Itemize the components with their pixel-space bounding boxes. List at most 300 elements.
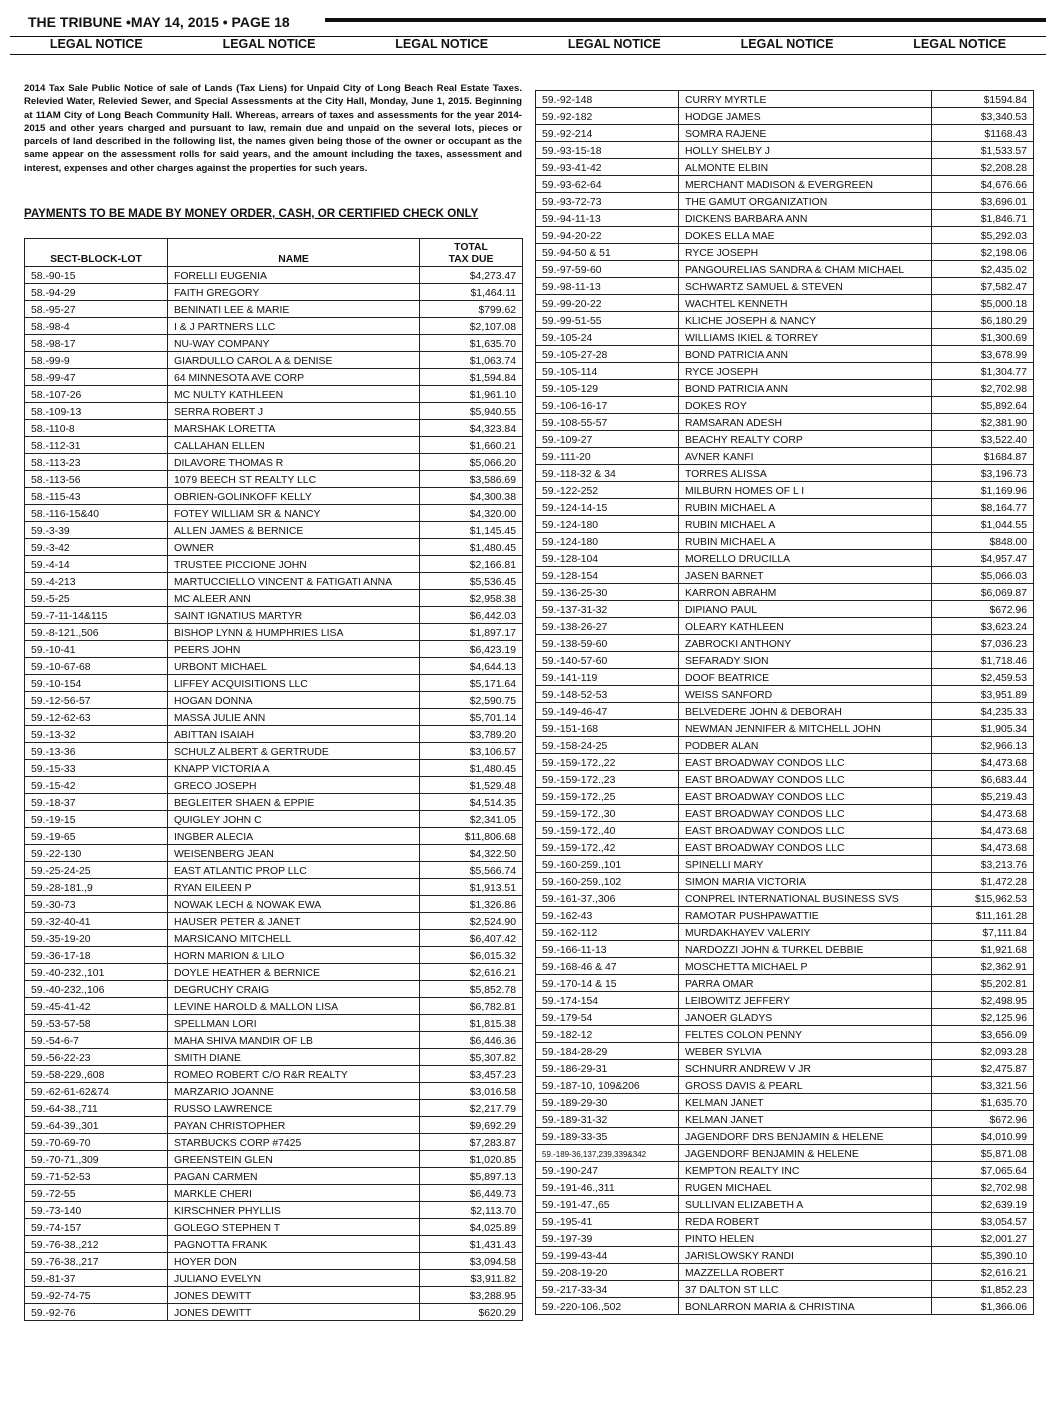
tax-due-cell: $8,164.77 xyxy=(932,499,1034,516)
table-row xyxy=(25,437,523,454)
tax-due-cell: $1,635.70 xyxy=(932,1094,1034,1111)
table-row xyxy=(536,975,1034,992)
tax-due-cell: $5,536.45 xyxy=(420,573,523,590)
sect-block-lot-cell: 59.-160-259.,102 xyxy=(536,873,679,890)
owner-name-cell: SULLIVAN ELIZABETH A xyxy=(679,1196,932,1213)
sect-block-lot-cell: 59.-94-11-13 xyxy=(536,210,679,227)
table-row xyxy=(536,1128,1034,1145)
tax-due-cell: $2,966.13 xyxy=(932,737,1034,754)
sect-block-lot-cell: 59.-99-51-55 xyxy=(536,312,679,329)
owner-name-cell: 37 DALTON ST LLC xyxy=(679,1281,932,1298)
tax-due-cell: $1,594.84 xyxy=(420,369,523,386)
sect-block-lot-cell: 59.-70-71.,309 xyxy=(25,1151,168,1168)
sect-block-lot-cell: 59.-105-129 xyxy=(536,380,679,397)
sect-block-lot-cell: 58.-98-17 xyxy=(25,335,168,352)
table-row xyxy=(25,1253,523,1270)
owner-name-cell: BOND PATRICIA ANN xyxy=(679,346,932,363)
tax-due-cell: $3,678.99 xyxy=(932,346,1034,363)
tax-due-cell: $3,522.40 xyxy=(932,431,1034,448)
header-name: NAME xyxy=(168,239,420,267)
table-row xyxy=(536,856,1034,873)
tax-due-cell: $3,623.24 xyxy=(932,618,1034,635)
table-row xyxy=(25,471,523,488)
table-row xyxy=(536,754,1034,771)
sect-block-lot-cell: 59.-19-15 xyxy=(25,811,168,828)
sect-block-lot-cell: 59.-64-38.,711 xyxy=(25,1100,168,1117)
sect-block-lot-cell: 59.-136-25-30 xyxy=(536,584,679,601)
tax-due-cell: $3,106.57 xyxy=(420,743,523,760)
sect-block-lot-cell: 59.-4-213 xyxy=(25,573,168,590)
header-sect-block-lot: SECT-BLOCK-LOT xyxy=(25,239,168,267)
table-row xyxy=(25,386,523,403)
tax-due-cell: $5,871.08 xyxy=(932,1145,1034,1162)
table-row xyxy=(536,329,1034,346)
table-row xyxy=(25,420,523,437)
tax-due-cell: $5,897.13 xyxy=(420,1168,523,1185)
table-row xyxy=(25,556,523,573)
legal-notice-label: LEGAL NOTICE xyxy=(740,37,834,51)
owner-name-cell: NOWAK LECH & NOWAK EWA xyxy=(168,896,420,913)
tax-due-cell: $5,066.20 xyxy=(420,454,523,471)
owner-name-cell: MARSHAK LORETTA xyxy=(168,420,420,437)
owner-name-cell: RYCE JOSEPH xyxy=(679,244,932,261)
owner-name-cell: PAGAN CARMEN xyxy=(168,1168,420,1185)
tax-due-cell: $2,107.08 xyxy=(420,318,523,335)
sect-block-lot-cell: 59.-94-20-22 xyxy=(536,227,679,244)
tax-due-cell: $4,322.50 xyxy=(420,845,523,862)
sect-block-lot-cell: 59.-45-41-42 xyxy=(25,998,168,1015)
table-row xyxy=(25,709,523,726)
table-row xyxy=(25,1236,523,1253)
owner-name-cell: GIARDULLO CAROL A & DENISE xyxy=(168,352,420,369)
table-row xyxy=(25,1117,523,1134)
sect-block-lot-cell: 58.-109-13 xyxy=(25,403,168,420)
tax-due-cell: $1,044.55 xyxy=(932,516,1034,533)
sect-block-lot-cell: 59.-160-259.,101 xyxy=(536,856,679,873)
tax-due-cell: $5,202.81 xyxy=(932,975,1034,992)
table-row xyxy=(536,193,1034,210)
table-row xyxy=(536,108,1034,125)
tax-due-cell: $2,208.28 xyxy=(932,159,1034,176)
header-total: TOTAL xyxy=(454,242,488,253)
table-row xyxy=(536,1009,1034,1026)
owner-name-cell: PODBER ALAN xyxy=(679,737,932,754)
owner-name-cell: BEGLEITER SHAEN & EPPIE xyxy=(168,794,420,811)
owner-name-cell: MARTUCCIELLO VINCENT & FATIGATI ANNA xyxy=(168,573,420,590)
table-row xyxy=(25,522,523,539)
owner-name-cell: KELMAN JANET xyxy=(679,1094,932,1111)
table-row xyxy=(536,516,1034,533)
sect-block-lot-cell: 59.-53-57-58 xyxy=(25,1015,168,1032)
table-row xyxy=(25,641,523,658)
table-row xyxy=(536,244,1034,261)
sect-block-lot-cell: 59.-189-29-30 xyxy=(536,1094,679,1111)
sect-block-lot-cell: 59.-13-36 xyxy=(25,743,168,760)
owner-name-cell: DOKES ROY xyxy=(679,397,932,414)
owner-name-cell: PAYAN CHRISTOPHER xyxy=(168,1117,420,1134)
owner-name-cell: RAMSARAN ADESH xyxy=(679,414,932,431)
owner-name-cell: SPINELLI MARY xyxy=(679,856,932,873)
table-row xyxy=(25,794,523,811)
sect-block-lot-cell: 59.-191-47.,65 xyxy=(536,1196,679,1213)
tax-due-cell: $2,702.98 xyxy=(932,1179,1034,1196)
owner-name-cell: TRUSTEE PICCIONE JOHN xyxy=(168,556,420,573)
sect-block-lot-cell: 59.-174-154 xyxy=(536,992,679,1009)
tax-due-cell: $4,644.13 xyxy=(420,658,523,675)
sect-block-lot-cell: 59.-148-52-53 xyxy=(536,686,679,703)
sect-block-lot-cell: 59.-32-40-41 xyxy=(25,913,168,930)
tax-due-cell: $2,362.91 xyxy=(932,958,1034,975)
owner-name-cell: PAGNOTTA FRANK xyxy=(168,1236,420,1253)
table-row xyxy=(25,488,523,505)
table-row xyxy=(25,335,523,352)
sect-block-lot-cell: 59.-58-229.,608 xyxy=(25,1066,168,1083)
owner-name-cell: OLEARY KATHLEEN xyxy=(679,618,932,635)
owner-name-cell: RUBIN MICHAEL A xyxy=(679,499,932,516)
tax-due-cell: $1,846.71 xyxy=(932,210,1034,227)
sect-block-lot-cell: 59.-189-33-35 xyxy=(536,1128,679,1145)
owner-name-cell: EAST BROADWAY CONDOS LLC xyxy=(679,839,932,856)
table-row xyxy=(536,499,1034,516)
tax-due-cell: $3,656.09 xyxy=(932,1026,1034,1043)
table-row xyxy=(536,465,1034,482)
tax-due-cell: $1,905.34 xyxy=(932,720,1034,737)
owner-name-cell: RUSSO LAWRENCE xyxy=(168,1100,420,1117)
sect-block-lot-cell: 59.-190-247 xyxy=(536,1162,679,1179)
sect-block-lot-cell: 59.-141-119 xyxy=(536,669,679,686)
owner-name-cell: SERRA ROBERT J xyxy=(168,403,420,420)
table-row xyxy=(536,125,1034,142)
sect-block-lot-cell: 59.-10-154 xyxy=(25,675,168,692)
table-row xyxy=(536,550,1034,567)
owner-name-cell: BENINATI LEE & MARIE xyxy=(168,301,420,318)
owner-name-cell: KLICHE JOSEPH & NANCY xyxy=(679,312,932,329)
owner-name-cell: SIMON MARIA VICTORIA xyxy=(679,873,932,890)
owner-name-cell: MOSCHETTA MICHAEL P xyxy=(679,958,932,975)
sect-block-lot-cell: 59.-64-39.,301 xyxy=(25,1117,168,1134)
owner-name-cell: SCHWARTZ SAMUEL & STEVEN xyxy=(679,278,932,295)
sect-block-lot-cell: 58.-115-43 xyxy=(25,488,168,505)
owner-name-cell: MAHA SHIVA MANDIR OF LB xyxy=(168,1032,420,1049)
tax-due-cell: $1,897.17 xyxy=(420,624,523,641)
legal-notice-bar xyxy=(10,37,1046,55)
tax-due-cell: $1594.84 xyxy=(932,91,1034,108)
tax-due-cell: $3,951.89 xyxy=(932,686,1034,703)
tax-due-cell: $620.29 xyxy=(420,1304,523,1321)
table-row xyxy=(536,448,1034,465)
tax-due-cell: $2,702.98 xyxy=(932,380,1034,397)
sect-block-lot-cell: 59.-182-12 xyxy=(536,1026,679,1043)
sect-block-lot-cell: 58.-99-47 xyxy=(25,369,168,386)
sect-block-lot-cell: 59.-5-25 xyxy=(25,590,168,607)
tax-due-cell: $1,815.38 xyxy=(420,1015,523,1032)
tax-due-cell: $1,913.51 xyxy=(420,879,523,896)
owner-name-cell: THE GAMUT ORGANIZATION xyxy=(679,193,932,210)
tax-due-cell: $5,390.10 xyxy=(932,1247,1034,1264)
table-row xyxy=(25,981,523,998)
owner-name-cell: DOOF BEATRICE xyxy=(679,669,932,686)
owner-name-cell: JARISLOWSKY RANDI xyxy=(679,1247,932,1264)
owner-name-cell: HOYER DON xyxy=(168,1253,420,1270)
table-row xyxy=(536,788,1034,805)
table-row xyxy=(25,1202,523,1219)
table-row xyxy=(25,369,523,386)
tax-due-cell: $3,196.73 xyxy=(932,465,1034,482)
sect-block-lot-cell: 59.-149-46-47 xyxy=(536,703,679,720)
table-row xyxy=(25,301,523,318)
tax-due-cell: $1,304.77 xyxy=(932,363,1034,380)
owner-name-cell: FOTEY WILLIAM SR & NANCY xyxy=(168,505,420,522)
table-row xyxy=(536,346,1034,363)
table-row xyxy=(25,879,523,896)
sect-block-lot-cell: 59.-195-41 xyxy=(536,1213,679,1230)
tax-due-cell: $4,676.66 xyxy=(932,176,1034,193)
sect-block-lot-cell: 59.-92-182 xyxy=(536,108,679,125)
owner-name-cell: KIRSCHNER PHYLLIS xyxy=(168,1202,420,1219)
owner-name-cell: PANGOURELIAS SANDRA & CHAM MICHAEL xyxy=(679,261,932,278)
tax-due-cell: $1,480.45 xyxy=(420,760,523,777)
sect-block-lot-cell: 59.-189-31-32 xyxy=(536,1111,679,1128)
owner-name-cell: GRECO JOSEPH xyxy=(168,777,420,794)
tax-due-cell: $6,683.44 xyxy=(932,771,1034,788)
tax-due-cell: $4,300.38 xyxy=(420,488,523,505)
table-row xyxy=(536,737,1034,754)
owner-name-cell: JAGENDORF DRS BENJAMIN & HELENE xyxy=(679,1128,932,1145)
sect-block-lot-cell: 59.-122-252 xyxy=(536,482,679,499)
owner-name-cell: BEACHY REALTY CORP xyxy=(679,431,932,448)
table-row xyxy=(536,924,1034,941)
owner-name-cell: REDA ROBERT xyxy=(679,1213,932,1230)
owner-name-cell: DOKES ELLA MAE xyxy=(679,227,932,244)
sect-block-lot-cell: 59.-161-37.,306 xyxy=(536,890,679,907)
tax-due-cell: $5,292.03 xyxy=(932,227,1034,244)
sect-block-lot-cell: 59.-99-20-22 xyxy=(536,295,679,312)
tax-due-cell: $6,442.03 xyxy=(420,607,523,624)
table-row xyxy=(536,91,1034,108)
owner-name-cell: OWNER xyxy=(168,539,420,556)
owner-name-cell: WEISENBERG JEAN xyxy=(168,845,420,862)
owner-name-cell: SEFARADY SION xyxy=(679,652,932,669)
table-row xyxy=(536,1162,1034,1179)
tax-due-cell: $6,449.73 xyxy=(420,1185,523,1202)
owner-name-cell: EAST ATLANTIC PROP LLC xyxy=(168,862,420,879)
sect-block-lot-cell: 59.-140-57-60 xyxy=(536,652,679,669)
sect-block-lot-cell: 59.-137-31-32 xyxy=(536,601,679,618)
table-row xyxy=(25,947,523,964)
sect-block-lot-cell: 59.-15-33 xyxy=(25,760,168,777)
table-row xyxy=(25,998,523,1015)
tax-due-cell: $1,326.86 xyxy=(420,896,523,913)
sect-block-lot-cell: 59.-70-69-70 xyxy=(25,1134,168,1151)
owner-name-cell: HODGE JAMES xyxy=(679,108,932,125)
owner-name-cell: ABITTAN ISAIAH xyxy=(168,726,420,743)
tax-due-cell: $3,789.20 xyxy=(420,726,523,743)
owner-name-cell: BELVEDERE JOHN & DEBORAH xyxy=(679,703,932,720)
table-row xyxy=(536,652,1034,669)
owner-name-cell: AVNER KANFI xyxy=(679,448,932,465)
tax-due-cell: $5,852.78 xyxy=(420,981,523,998)
owner-name-cell: DEGRUCHY CRAIG xyxy=(168,981,420,998)
sect-block-lot-cell: 59.-35-19-20 xyxy=(25,930,168,947)
owner-name-cell: MERCHANT MADISON & EVERGREEN xyxy=(679,176,932,193)
table-row xyxy=(536,822,1034,839)
owner-name-cell: SMITH DIANE xyxy=(168,1049,420,1066)
sect-block-lot-cell: 59.-62-61-62&74 xyxy=(25,1083,168,1100)
tax-due-cell: $1,852.23 xyxy=(932,1281,1034,1298)
table-row xyxy=(25,845,523,862)
owner-name-cell: LEVINE HAROLD & MALLON LISA xyxy=(168,998,420,1015)
owner-name-cell: INGBER ALECIA xyxy=(168,828,420,845)
tax-due-cell: $1,020.85 xyxy=(420,1151,523,1168)
tax-due-cell: $3,321.56 xyxy=(932,1077,1034,1094)
table-row xyxy=(536,584,1034,601)
sect-block-lot-cell: 59.-220-106.,502 xyxy=(536,1298,679,1315)
sect-block-lot-cell: 59.-93-15-18 xyxy=(536,142,679,159)
tax-due-cell: $2,639.19 xyxy=(932,1196,1034,1213)
tax-lien-table-left xyxy=(24,238,523,1321)
owner-name-cell: MARKLE CHERI xyxy=(168,1185,420,1202)
tax-due-cell: $1,718.46 xyxy=(932,652,1034,669)
sect-block-lot-cell: 59.-111-20 xyxy=(536,448,679,465)
sect-block-lot-cell: 59.-93-62-64 xyxy=(536,176,679,193)
sect-block-lot-cell: 59.-166-11-13 xyxy=(536,941,679,958)
tax-due-cell: $6,069.87 xyxy=(932,584,1034,601)
table-row xyxy=(536,227,1034,244)
owner-name-cell: MARSICANO MITCHELL xyxy=(168,930,420,947)
tax-due-cell: $1,431.43 xyxy=(420,1236,523,1253)
sect-block-lot-cell: 59.-12-62-63 xyxy=(25,709,168,726)
tax-due-cell: $6,180.29 xyxy=(932,312,1034,329)
table-row xyxy=(536,635,1034,652)
owner-name-cell: MURDAKHAYEV VALERIY xyxy=(679,924,932,941)
table-header-row xyxy=(25,239,523,267)
tax-due-cell: $3,288.95 xyxy=(420,1287,523,1304)
table-row xyxy=(536,601,1034,618)
tax-due-cell: $2,166.81 xyxy=(420,556,523,573)
sect-block-lot-cell: 59.-13-32 xyxy=(25,726,168,743)
tax-due-cell: $5,307.82 xyxy=(420,1049,523,1066)
sect-block-lot-cell: 59.-92-74-75 xyxy=(25,1287,168,1304)
table-row xyxy=(536,1094,1034,1111)
owner-name-cell: FORELLI EUGENIA xyxy=(168,267,420,284)
owner-name-cell: WEISS SANFORD xyxy=(679,686,932,703)
tax-due-cell: $5,566.74 xyxy=(420,862,523,879)
tax-lien-table-right xyxy=(535,90,1034,1315)
tax-due-cell: $4,957.47 xyxy=(932,550,1034,567)
table-row xyxy=(25,1083,523,1100)
sect-block-lot-cell: 58.-99-9 xyxy=(25,352,168,369)
table-row xyxy=(25,267,523,284)
sect-block-lot-cell: 59.-105-114 xyxy=(536,363,679,380)
owner-name-cell: EAST BROADWAY CONDOS LLC xyxy=(679,788,932,805)
owner-name-cell: GOLEGO STEPHEN T xyxy=(168,1219,420,1236)
sect-block-lot-cell: 59.-189-36,137,239,339&342 xyxy=(536,1145,679,1162)
table-row xyxy=(536,958,1034,975)
tax-due-cell: $2,616.21 xyxy=(420,964,523,981)
table-row xyxy=(536,1264,1034,1281)
tax-due-cell: $2,958.38 xyxy=(420,590,523,607)
owner-name-cell: JAGENDORF BENJAMIN & HELENE xyxy=(679,1145,932,1162)
owner-name-cell: FAITH GREGORY xyxy=(168,284,420,301)
tax-due-cell: $2,459.53 xyxy=(932,669,1034,686)
owner-name-cell: PINTO HELEN xyxy=(679,1230,932,1247)
tax-due-cell: $6,782.81 xyxy=(420,998,523,1015)
owner-name-cell: DIPIANO PAUL xyxy=(679,601,932,618)
sect-block-lot-cell: 59.-124-180 xyxy=(536,516,679,533)
table-row xyxy=(536,431,1034,448)
owner-name-cell: ALLEN JAMES & BERNICE xyxy=(168,522,420,539)
table-row xyxy=(536,890,1034,907)
table-row xyxy=(25,896,523,913)
owner-name-cell: BOND PATRICIA ANN xyxy=(679,380,932,397)
sect-block-lot-cell: 58.-98-4 xyxy=(25,318,168,335)
tax-due-cell: $2,475.87 xyxy=(932,1060,1034,1077)
tax-due-cell: $7,065.64 xyxy=(932,1162,1034,1179)
owner-name-cell: KNAPP VICTORIA A xyxy=(168,760,420,777)
sect-block-lot-cell: 59.-170-14 & 15 xyxy=(536,975,679,992)
owner-name-cell: FELTES COLON PENNY xyxy=(679,1026,932,1043)
table-row xyxy=(25,777,523,794)
table-row xyxy=(25,590,523,607)
sect-block-lot-cell: 59.-54-6-7 xyxy=(25,1032,168,1049)
owner-name-cell: WEBER SYLVIA xyxy=(679,1043,932,1060)
tax-due-cell: $4,473.68 xyxy=(932,754,1034,771)
table-row xyxy=(536,1043,1034,1060)
tax-due-cell: $2,125.96 xyxy=(932,1009,1034,1026)
sect-block-lot-cell: 59.-8-121.,506 xyxy=(25,624,168,641)
owner-name-cell: HORN MARION & LILO xyxy=(168,947,420,964)
sect-block-lot-cell: 59.-74-157 xyxy=(25,1219,168,1236)
sect-block-lot-cell: 59.-124-14-15 xyxy=(536,499,679,516)
owner-name-cell: EAST BROADWAY CONDOS LLC xyxy=(679,805,932,822)
owner-name-cell: ALMONTE ELBIN xyxy=(679,159,932,176)
sect-block-lot-cell: 58.-95-27 xyxy=(25,301,168,318)
owner-name-cell: NARDOZZI JOHN & TURKEL DEBBIE xyxy=(679,941,932,958)
table-row xyxy=(536,686,1034,703)
sect-block-lot-cell: 59.-3-42 xyxy=(25,539,168,556)
owner-name-cell: I & J PARTNERS LLC xyxy=(168,318,420,335)
sect-block-lot-cell: 59.-36-17-18 xyxy=(25,947,168,964)
owner-name-cell: JULIANO EVELYN xyxy=(168,1270,420,1287)
sect-block-lot-cell: 59.-108-55-57 xyxy=(536,414,679,431)
tax-due-cell: $5,701.14 xyxy=(420,709,523,726)
owner-name-cell: RUGEN MICHAEL xyxy=(679,1179,932,1196)
tax-due-cell: $7,111.84 xyxy=(932,924,1034,941)
tax-due-cell: $1,366.06 xyxy=(932,1298,1034,1315)
tax-due-cell: $9,692.29 xyxy=(420,1117,523,1134)
sect-block-lot-cell: 59.-94-50 & 51 xyxy=(536,244,679,261)
table-row xyxy=(25,658,523,675)
sect-block-lot-cell: 59.-7-11-14&115 xyxy=(25,607,168,624)
sect-block-lot-cell: 59.-106-16-17 xyxy=(536,397,679,414)
table-row xyxy=(25,1100,523,1117)
table-row xyxy=(536,482,1034,499)
notice-bar-bottom-rule xyxy=(10,54,1046,55)
sect-block-lot-cell: 59.-76-38.,217 xyxy=(25,1253,168,1270)
table-row xyxy=(25,1134,523,1151)
tax-due-cell: $3,054.57 xyxy=(932,1213,1034,1230)
owner-name-cell: MILBURN HOMES OF L I xyxy=(679,482,932,499)
owner-name-cell: KEMPTON REALTY INC xyxy=(679,1162,932,1179)
sect-block-lot-cell: 59.-109-27 xyxy=(536,431,679,448)
table-row xyxy=(25,862,523,879)
owner-name-cell: OBRIEN-GOLINKOFF KELLY xyxy=(168,488,420,505)
sect-block-lot-cell: 58.-90-15 xyxy=(25,267,168,284)
sect-block-lot-cell: 58.-116-15&40 xyxy=(25,505,168,522)
tax-due-cell: $4,473.68 xyxy=(932,839,1034,856)
tax-due-cell: $4,323.84 xyxy=(420,420,523,437)
sect-block-lot-cell: 59.-3-39 xyxy=(25,522,168,539)
